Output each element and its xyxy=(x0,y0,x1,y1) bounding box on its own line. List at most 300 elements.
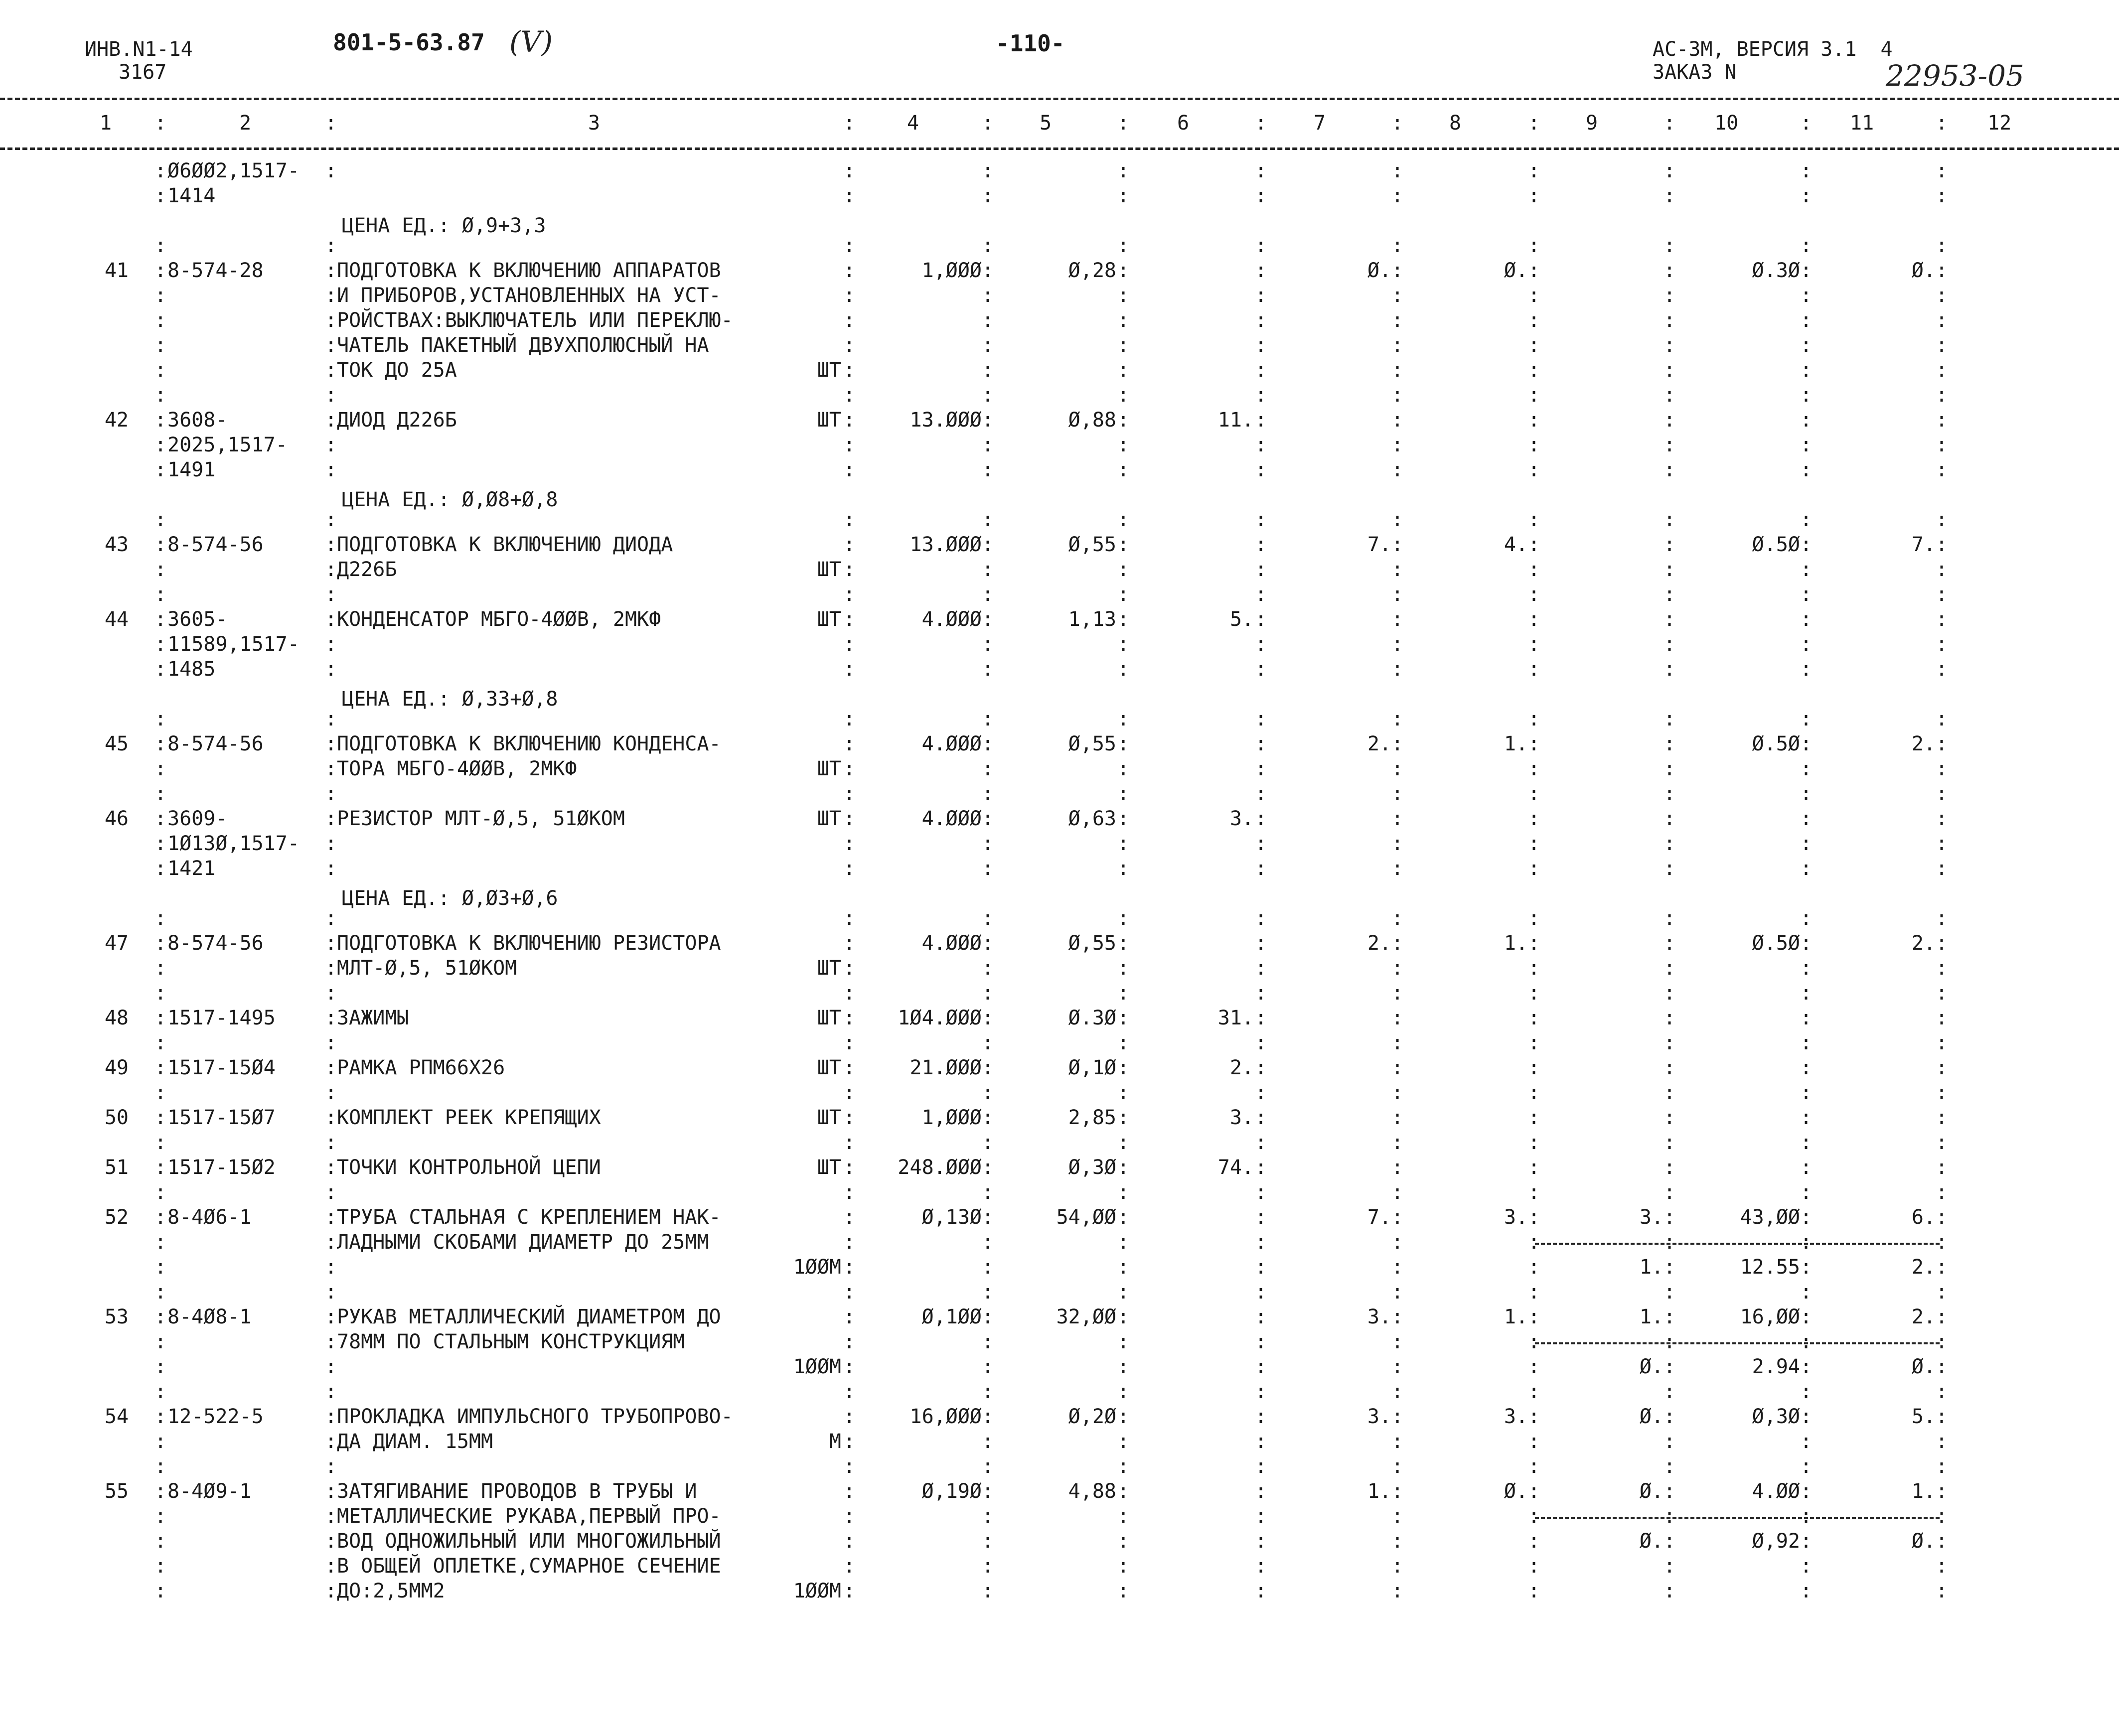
column-separator: : xyxy=(1936,1156,1948,1179)
column-separator: : xyxy=(982,807,994,830)
cell-c9: Ø. xyxy=(1639,1480,1664,1503)
column-separator: : xyxy=(1528,1056,1540,1079)
column-separator: : xyxy=(982,1231,994,1254)
name-line: Д226Б xyxy=(337,558,397,581)
column-separator: : xyxy=(1800,1430,1813,1453)
column-separator: : xyxy=(1391,533,1404,556)
column-separator: : xyxy=(843,1081,856,1104)
column-separator: : xyxy=(982,583,994,606)
unit: 1ØØМ xyxy=(793,1580,841,1602)
column-separator: : xyxy=(1664,782,1676,805)
cell-c7: 7. xyxy=(1367,1206,1391,1229)
column-header-10: 10 xyxy=(1714,112,1739,135)
column-separator: : xyxy=(325,159,337,182)
column-separator: : xyxy=(843,359,856,382)
column-separator: : xyxy=(154,1181,167,1204)
unit-price: ЦЕНА ЕД.: Ø,Ø3+Ø,6 xyxy=(342,887,558,910)
column-separator: : xyxy=(1664,384,1676,407)
name-line: МЛТ-Ø,5, 51ØКОМ xyxy=(337,957,517,980)
column-separator: : xyxy=(1800,1231,1813,1254)
column-separator: : xyxy=(325,1505,337,1528)
column-separator: : xyxy=(1528,309,1540,332)
column-separator: : xyxy=(843,558,856,581)
cell-c4: 21.ØØØ xyxy=(909,1056,982,1079)
cell-c8: 1. xyxy=(1504,932,1528,955)
code-line: 1517-15Ø4 xyxy=(167,1056,276,1079)
column-separator: : xyxy=(154,309,167,332)
column-separator: : xyxy=(1391,1455,1404,1478)
column-separator: : xyxy=(1255,907,1267,930)
column-header-9: 9 xyxy=(1586,112,1598,135)
column-separator: : xyxy=(1391,284,1404,307)
column-separator: : xyxy=(1391,184,1404,207)
column-separator: : xyxy=(1117,508,1130,531)
column-separator: : xyxy=(1664,1480,1676,1503)
column-separator: : xyxy=(1255,284,1267,307)
name-line: ЗАЖИМЫ xyxy=(337,1007,409,1029)
column-separator: : xyxy=(325,1081,337,1104)
column-separator: : xyxy=(843,982,856,1005)
column-separator: : xyxy=(1800,1380,1813,1403)
name-line: И ПРИБОРОВ,УСТАНОВЛЕННЫХ НА УСТ- xyxy=(337,284,721,307)
cell-c6: 11. xyxy=(1217,409,1254,432)
column-separator: : xyxy=(982,409,994,432)
column-separator: : xyxy=(843,1305,856,1328)
code-line: 8-574-28 xyxy=(167,259,264,282)
column-separator: : xyxy=(1664,284,1676,307)
column-separator: : xyxy=(1936,757,1948,780)
column-separator: : xyxy=(1664,807,1676,830)
column-separator: : xyxy=(325,1007,337,1029)
column-separator: : xyxy=(325,558,337,581)
column-separator: : xyxy=(325,1156,337,1179)
unit: 1ØØМ xyxy=(793,1355,841,1378)
row-number: 44 xyxy=(104,608,129,631)
code-line: 8-4Ø8-1 xyxy=(167,1305,252,1328)
column-separator: : xyxy=(1800,533,1813,556)
column-separator: : xyxy=(1936,1505,1948,1528)
sub-cell-c11: Ø. xyxy=(1911,1355,1936,1378)
column-separator: : xyxy=(982,1305,994,1328)
column-separator: : xyxy=(1255,782,1267,805)
column-separator: : xyxy=(325,782,337,805)
column-separator: : xyxy=(1528,1530,1540,1553)
column-separator: : xyxy=(1255,1231,1267,1254)
column-separator: : xyxy=(1117,708,1130,730)
column-separator: : xyxy=(982,957,994,980)
code-line: 8-4Ø6-1 xyxy=(167,1206,252,1229)
column-separator: : xyxy=(1800,1305,1813,1328)
column-separator: : xyxy=(982,633,994,656)
column-separator: : xyxy=(982,1355,994,1378)
column-separator: : xyxy=(325,1256,337,1279)
column-separator: : xyxy=(1391,1580,1404,1602)
column-separator: : xyxy=(1255,1380,1267,1403)
column-separator: : xyxy=(982,1156,994,1179)
column-separator: : xyxy=(1117,1131,1130,1154)
column-separator: : xyxy=(1664,409,1676,432)
column-separator: : xyxy=(1117,633,1130,656)
column-separator: : xyxy=(1255,1031,1267,1054)
column-separator: : xyxy=(1117,458,1130,481)
column-separator: : xyxy=(843,782,856,805)
column-separator: : xyxy=(1391,1355,1404,1378)
column-separator: : xyxy=(843,583,856,606)
column-separator: : xyxy=(1936,807,1948,830)
column-separator: : xyxy=(1255,1181,1267,1204)
column-separator: : xyxy=(325,458,337,481)
column-separator: : xyxy=(1664,1007,1676,1029)
column-separator: : xyxy=(1117,1305,1130,1328)
column-separator: : xyxy=(1528,359,1540,382)
sub-cell-c11: Ø. xyxy=(1911,1530,1936,1553)
column-separator: : xyxy=(1528,334,1540,357)
column-separator: : xyxy=(1528,658,1540,681)
column-separator: : xyxy=(982,259,994,282)
column-separator: : xyxy=(982,1455,994,1478)
cell-c5: Ø,55 xyxy=(1068,932,1116,955)
column-separator: : xyxy=(982,1081,994,1104)
code-line: 1485 xyxy=(167,658,216,681)
column-separator: : xyxy=(1936,1355,1948,1378)
column-separator: : xyxy=(1255,1355,1267,1378)
column-separator: : xyxy=(1664,1530,1676,1553)
column-separator: : xyxy=(1117,857,1130,880)
column-separator: : xyxy=(1528,1231,1540,1254)
column-separator: : xyxy=(154,1455,167,1478)
column-separator: : xyxy=(1255,1305,1267,1328)
column-separator: : xyxy=(1528,533,1540,556)
column-separator: : xyxy=(1391,1231,1404,1254)
column-separator: : xyxy=(843,633,856,656)
name-line: ВОД ОДНОЖИЛЬНЫЙ ИЛИ МНОГОЖИЛЬНЫЙ xyxy=(337,1530,721,1553)
name-line: ПОДГОТОВКА К ВКЛЮЧЕНИЮ РЕЗИСТОРА xyxy=(337,932,721,955)
column-separator: : xyxy=(1800,1007,1813,1029)
column-separator: : xyxy=(154,434,167,456)
doc-version: (V) xyxy=(509,25,553,59)
column-separator: : xyxy=(1391,957,1404,980)
sub-cell-c9: Ø. xyxy=(1639,1530,1664,1553)
column-separator: : xyxy=(982,184,994,207)
name-line: В ОБЩЕЙ ОПЛЕТКЕ,СУМАРНОЕ СЕЧЕНИЕ xyxy=(337,1555,721,1578)
column-separator: : xyxy=(1664,633,1676,656)
column-separator: : xyxy=(843,1106,856,1129)
column-separator: : xyxy=(843,608,856,631)
column-separator: : xyxy=(1391,234,1404,257)
column-separator: : xyxy=(1528,284,1540,307)
column-separator: : xyxy=(843,334,856,357)
column-separator: : xyxy=(1800,112,1813,135)
column-separator: : xyxy=(1255,583,1267,606)
column-separator: : xyxy=(1391,1156,1404,1179)
column-separator: : xyxy=(1528,159,1540,182)
cell-c4: 1,ØØØ xyxy=(921,1106,982,1129)
column-separator: : xyxy=(1528,1181,1540,1204)
column-separator: : xyxy=(154,1231,167,1254)
column-separator: : xyxy=(1664,608,1676,631)
column-separator: : xyxy=(1255,1555,1267,1578)
column-separator: : xyxy=(1117,1380,1130,1403)
doc-code: 801-5-63.87 xyxy=(333,29,485,56)
column-separator: : xyxy=(154,1156,167,1179)
column-separator: : xyxy=(1391,608,1404,631)
column-separator: : xyxy=(325,907,337,930)
name-line: ПРОКЛАДКА ИМПУЛЬСНОГО ТРУБОПРОВО- xyxy=(337,1405,733,1428)
column-header-11: 11 xyxy=(1850,112,1874,135)
column-separator: : xyxy=(1391,359,1404,382)
column-separator: : xyxy=(1800,458,1813,481)
column-separator: : xyxy=(1391,1380,1404,1403)
column-separator: : xyxy=(1255,533,1267,556)
column-header-7: 7 xyxy=(1314,112,1326,135)
column-separator: : xyxy=(325,732,337,755)
column-separator: : xyxy=(1528,1131,1540,1154)
sub-cell-c9: Ø. xyxy=(1639,1355,1664,1378)
column-separator: : xyxy=(1800,1256,1813,1279)
column-separator: : xyxy=(1936,1031,1948,1054)
column-separator: : xyxy=(1391,782,1404,805)
column-separator: : xyxy=(982,932,994,955)
column-separator: : xyxy=(154,1555,167,1578)
column-separator: : xyxy=(1117,1455,1130,1478)
column-separator: : xyxy=(1391,1031,1404,1054)
column-separator: : xyxy=(1664,234,1676,257)
column-separator: : xyxy=(982,1480,994,1503)
column-separator: : xyxy=(843,1505,856,1528)
column-separator: : xyxy=(1800,982,1813,1005)
unit: ШТ xyxy=(817,807,841,830)
cell-c4: 1Ø4.ØØØ xyxy=(898,1007,982,1029)
column-separator: : xyxy=(982,1106,994,1129)
column-header-1: 1 xyxy=(100,112,112,135)
column-separator: : xyxy=(1528,832,1540,855)
code-line: 1421 xyxy=(167,857,216,880)
column-separator: : xyxy=(1255,658,1267,681)
column-separator: : xyxy=(1800,633,1813,656)
column-separator: : xyxy=(1391,907,1404,930)
column-separator: : xyxy=(1528,384,1540,407)
row-number: 48 xyxy=(104,1007,129,1029)
unit: ШТ xyxy=(817,1156,841,1179)
code-line: 11589,1517- xyxy=(167,633,300,656)
column-separator: : xyxy=(1800,1330,1813,1353)
column-separator: : xyxy=(1800,932,1813,955)
column-separator: : xyxy=(843,708,856,730)
column-separator: : xyxy=(154,1355,167,1378)
column-separator: : xyxy=(1255,558,1267,581)
column-separator: : xyxy=(154,1330,167,1353)
cell-c8: 1. xyxy=(1504,1305,1528,1328)
column-separator: : xyxy=(1528,458,1540,481)
column-separator: : xyxy=(982,782,994,805)
column-separator: : xyxy=(154,1031,167,1054)
column-separator: : xyxy=(1528,732,1540,755)
column-separator: : xyxy=(1117,1555,1130,1578)
column-separator: : xyxy=(1117,384,1130,407)
column-separator: : xyxy=(154,1081,167,1104)
column-separator: : xyxy=(154,234,167,257)
column-separator: : xyxy=(1255,184,1267,207)
column-separator: : xyxy=(1117,558,1130,581)
column-separator: : xyxy=(1117,1505,1130,1528)
column-separator: : xyxy=(1800,1131,1813,1154)
cell-c4: Ø,1ØØ xyxy=(921,1305,982,1328)
column-separator: : xyxy=(1117,284,1130,307)
column-separator: : xyxy=(1936,508,1948,531)
column-separator: : xyxy=(1800,1081,1813,1104)
column-header-12: 12 xyxy=(1987,112,2012,135)
column-separator: : xyxy=(1528,857,1540,880)
column-separator: : xyxy=(154,608,167,631)
column-separator: : xyxy=(1528,1480,1540,1503)
column-separator: : xyxy=(843,1007,856,1029)
column-separator: : xyxy=(1255,1056,1267,1079)
column-separator: : xyxy=(843,1131,856,1154)
column-separator: : xyxy=(982,533,994,556)
header-rule-top xyxy=(0,98,2119,100)
column-separator: : xyxy=(1117,1031,1130,1054)
cell-c6: 31. xyxy=(1217,1007,1254,1029)
column-separator: : xyxy=(154,1305,167,1328)
column-separator: : xyxy=(1391,434,1404,456)
column-separator: : xyxy=(1936,732,1948,755)
column-separator: : xyxy=(1664,112,1676,135)
column-separator: : xyxy=(1664,932,1676,955)
column-separator: : xyxy=(843,533,856,556)
column-separator: : xyxy=(1528,434,1540,456)
column-separator: : xyxy=(1936,1231,1948,1254)
column-separator: : xyxy=(982,558,994,581)
column-separator: : xyxy=(1528,1355,1540,1378)
name-line: ПОДГОТОВКА К ВКЛЮЧЕНИЮ ДИОДА xyxy=(337,533,673,556)
column-separator: : xyxy=(1528,1555,1540,1578)
column-separator: : xyxy=(982,1380,994,1403)
column-separator: : xyxy=(1117,932,1130,955)
cell-c11: 5. xyxy=(1911,1405,1936,1428)
column-separator: : xyxy=(1117,982,1130,1005)
column-separator: : xyxy=(1117,1231,1130,1254)
column-separator: : xyxy=(982,1206,994,1229)
column-separator: : xyxy=(154,932,167,955)
column-separator: : xyxy=(1117,184,1130,207)
column-separator: : xyxy=(1117,1430,1130,1453)
column-separator: : xyxy=(1664,1081,1676,1104)
cell-c4: 13.ØØØ xyxy=(909,533,982,556)
column-separator: : xyxy=(1391,309,1404,332)
column-separator: : xyxy=(1800,1056,1813,1079)
cell-c4: Ø,13Ø xyxy=(921,1206,982,1229)
column-separator: : xyxy=(1117,359,1130,382)
unit: ШТ xyxy=(817,957,841,980)
column-separator: : xyxy=(1664,857,1676,880)
column-separator: : xyxy=(1800,1206,1813,1229)
cell-c7: Ø. xyxy=(1367,259,1391,282)
column-separator: : xyxy=(1117,334,1130,357)
column-separator: : xyxy=(1391,334,1404,357)
column-separator: : xyxy=(325,309,337,332)
column-separator: : xyxy=(1255,732,1267,755)
column-separator: : xyxy=(1664,1281,1676,1303)
column-separator: : xyxy=(1936,832,1948,855)
cell-c5: Ø,88 xyxy=(1068,409,1116,432)
column-separator: : xyxy=(325,633,337,656)
sub-cell-c10: 2.94 xyxy=(1752,1355,1800,1378)
row-number: 50 xyxy=(104,1106,129,1129)
column-separator: : xyxy=(325,1231,337,1254)
column-separator: : xyxy=(1255,359,1267,382)
column-separator: : xyxy=(1528,1031,1540,1054)
column-separator: : xyxy=(1391,458,1404,481)
cell-c9: 1. xyxy=(1639,1305,1664,1328)
column-separator: : xyxy=(325,1106,337,1129)
column-separator: : xyxy=(1800,309,1813,332)
cell-c5: Ø,2Ø xyxy=(1068,1405,1116,1428)
column-separator: : xyxy=(154,782,167,805)
column-separator: : xyxy=(154,533,167,556)
column-separator: : xyxy=(1664,159,1676,182)
column-separator: : xyxy=(1117,1580,1130,1602)
column-separator: : xyxy=(1391,832,1404,855)
column-separator: : xyxy=(154,334,167,357)
column-separator: : xyxy=(982,658,994,681)
cell-c9: Ø. xyxy=(1639,1405,1664,1428)
column-separator: : xyxy=(1664,1106,1676,1129)
column-separator: : xyxy=(1255,807,1267,830)
code-line: 8-4Ø9-1 xyxy=(167,1480,252,1503)
cell-c11: 2. xyxy=(1911,732,1936,755)
column-separator: : xyxy=(154,1530,167,1553)
column-separator: : xyxy=(1664,184,1676,207)
column-separator: : xyxy=(843,284,856,307)
page-number: -110- xyxy=(996,30,1065,57)
column-separator: : xyxy=(1391,1305,1404,1328)
column-separator: : xyxy=(1664,658,1676,681)
column-separator: : xyxy=(1800,857,1813,880)
column-separator: : xyxy=(843,259,856,282)
name-line: 78ММ ПО СТАЛЬНЫМ КОНСТРУКЦИЯМ xyxy=(337,1330,685,1353)
column-separator: : xyxy=(843,1380,856,1403)
column-separator: : xyxy=(1936,284,1948,307)
column-separator: : xyxy=(1117,1256,1130,1279)
column-separator: : xyxy=(1528,633,1540,656)
column-separator: : xyxy=(325,1281,337,1303)
cell-c5: Ø,3Ø xyxy=(1068,1156,1116,1179)
column-separator: : xyxy=(843,932,856,955)
order-number: 22953-05 xyxy=(1886,59,2024,93)
column-separator: : xyxy=(1800,807,1813,830)
column-separator: : xyxy=(1391,259,1404,282)
column-separator: : xyxy=(1664,1580,1676,1602)
column-separator: : xyxy=(1936,932,1948,955)
column-separator: : xyxy=(325,1131,337,1154)
column-separator: : xyxy=(154,1256,167,1279)
column-separator: : xyxy=(1664,1181,1676,1204)
column-separator: : xyxy=(1391,1530,1404,1553)
order-label: ЗАКАЗ N xyxy=(1653,61,1737,84)
column-separator: : xyxy=(325,1206,337,1229)
name-line: ДИОД Д226Б xyxy=(337,409,457,432)
column-separator: : xyxy=(325,112,337,135)
column-separator: : xyxy=(325,533,337,556)
column-separator: : xyxy=(1664,508,1676,531)
column-separator: : xyxy=(1528,112,1540,135)
unit: ШТ xyxy=(817,757,841,780)
column-separator: : xyxy=(1391,1505,1404,1528)
column-separator: : xyxy=(154,807,167,830)
column-separator: : xyxy=(1800,732,1813,755)
row-number: 43 xyxy=(104,533,129,556)
code-line: 1517-15Ø2 xyxy=(167,1156,276,1179)
